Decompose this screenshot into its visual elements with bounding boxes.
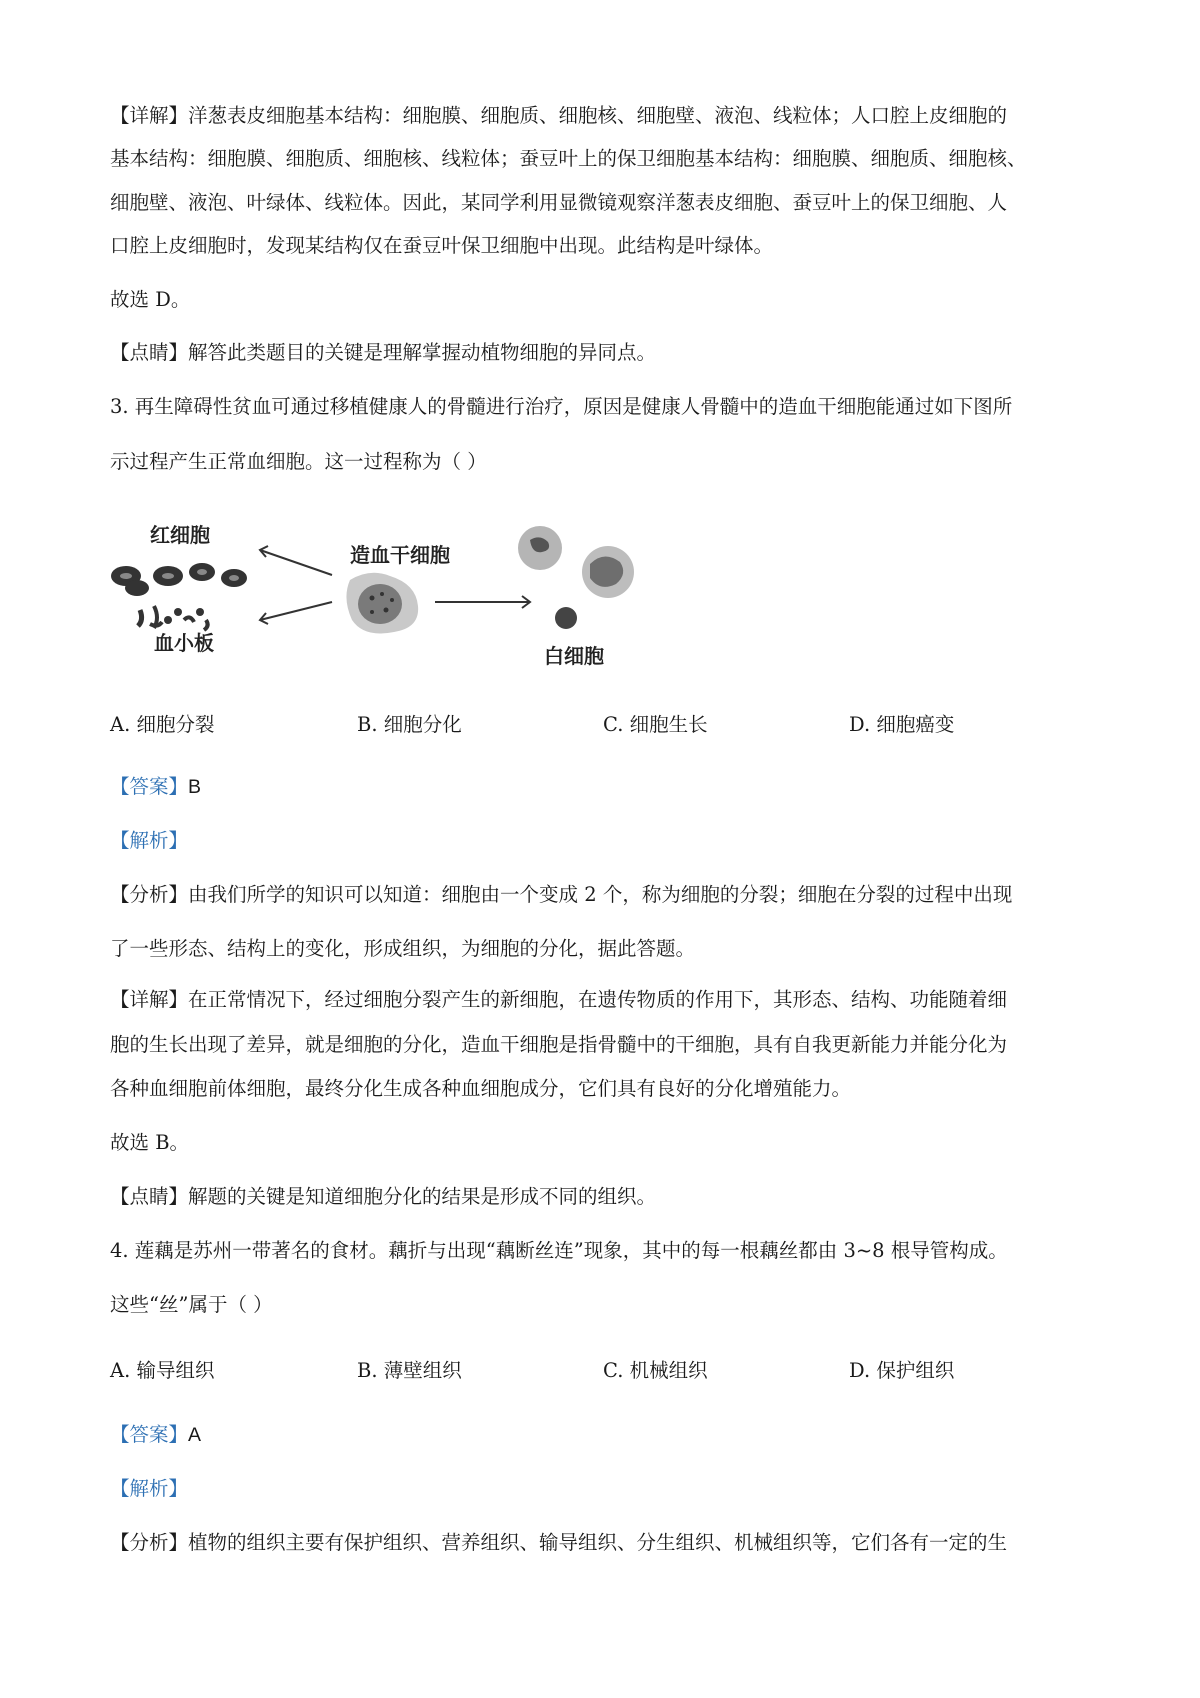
detail-line: 细胞壁、液泡、叶绿体、线粒体。因此，某同学利用显微镜观察洋葱表皮细胞、蚕豆叶上的保卫细胞、人 — [110, 191, 1008, 214]
option-d[interactable]: D. 细胞癌变 — [849, 713, 955, 736]
analysis-line: 了一些形态、结构上的变化，形成组织，为细胞的分化，据此答题。 — [110, 937, 696, 960]
analysis-line: 【分析】植物的组织主要有保护组织、营养组织、输导组织、分生组织、机械组织等，它们各有一定的生 — [110, 1531, 1008, 1554]
label-stem-cell: 造血干细胞 — [350, 543, 450, 567]
option-c[interactable]: C. 机械组织 — [603, 1359, 708, 1382]
analysis-tag: 【解析】 — [110, 1477, 189, 1500]
option-c[interactable]: C. 细胞生长 — [603, 713, 708, 736]
question-stem: 这些“丝”属于（ ） — [110, 1293, 273, 1316]
tip-tag: 【点睛】 — [110, 341, 189, 364]
answer-tag: 【答案】 — [110, 775, 189, 798]
detail-line: 各种血细胞前体细胞，最终分化生成各种血细胞成分，它们具有良好的分化增殖能力。 — [110, 1077, 852, 1100]
label-red-blood-cell: 红细胞 — [150, 523, 210, 547]
tip-tag: 【点睛】 — [110, 1185, 189, 1208]
label-platelet: 血小板 — [154, 631, 214, 655]
label-white-blood-cell: 白细胞 — [544, 644, 604, 668]
detail-tag: 【详解】 — [110, 988, 189, 1011]
detail-tag: 【详解】 — [110, 104, 189, 127]
choice-line: 故选 D。 — [110, 288, 191, 311]
stem-cell-icon — [346, 573, 418, 634]
answer-value: B — [188, 776, 202, 798]
option-a[interactable]: A. 输导组织 — [110, 1359, 215, 1382]
question-stem: 示过程产生正常血细胞。这一过程称为（ ） — [110, 450, 487, 473]
detail-line: 【详解】在正常情况下，经过细胞分裂产生的新细胞，在遗传物质的作用下，其形态、结构、功能随着细 — [110, 988, 1008, 1011]
answer-line — [110, 772, 1100, 802]
tip-line: 【点睛】解题的关键是知道细胞分化的结果是形成不同的组织。 — [110, 1185, 657, 1208]
answer-tag: 【答案】 — [110, 1423, 189, 1446]
option-b[interactable]: B. 细胞分化 — [357, 713, 462, 736]
blood-cell-differentiation-figure — [110, 520, 710, 685]
platelets-icon — [138, 606, 208, 630]
option-b[interactable]: B. 薄壁组织 — [357, 1359, 462, 1382]
question-stem: 3. 再生障碍性贫血可通过移植健康人的骨髓进行治疗，原因是健康人骨髓中的造血干细胞能通过如下图所 — [110, 395, 1013, 418]
choice-line: 故选 B。 — [110, 1131, 190, 1154]
answer-value: A — [188, 1424, 202, 1446]
detail-line: 口腔上皮细胞时，发现某结构仅在蚕豆叶保卫细胞中出现。此结构是叶绿体。 — [110, 234, 774, 257]
detail-line: 胞的生长出现了差异，就是细胞的分化，造血干细胞是指骨髓中的干细胞，具有自我更新能力并能分化为 — [110, 1033, 1008, 1056]
analysis-line: 【分析】由我们所学的知识可以知道：细胞由一个变成 2 个，称为细胞的分裂；细胞在分裂的过程中出现 — [110, 883, 1013, 906]
white-blood-cells-icon — [518, 526, 634, 629]
analysis-tag: 【解析】 — [110, 829, 189, 852]
tip-line: 【点睛】解答此类题目的关键是理解掌握动植物细胞的异同点。 — [110, 341, 657, 364]
detail-line: 【详解】洋葱表皮细胞基本结构：细胞膜、细胞质、细胞核、细胞壁、液泡、线粒体；人口腔上皮细胞的 — [110, 104, 1008, 127]
fenxi-tag: 【分析】 — [110, 883, 189, 906]
arrow-to-platelet-icon — [260, 602, 332, 620]
option-a[interactable]: A. 细胞分裂 — [110, 713, 215, 736]
option-d[interactable]: D. 保护组织 — [849, 1359, 955, 1382]
question-stem: 4. 莲藕是苏州一带著名的食材。藕折与出现“藕断丝连”现象，其中的每一根藕丝都由 3~8 根导管构成。 — [110, 1239, 1008, 1262]
arrow-to-rbc-icon — [260, 550, 332, 575]
detail-line: 基本结构：细胞膜、细胞质、细胞核、线粒体；蚕豆叶上的保卫细胞基本结构：细胞膜、细胞质、细胞核、 — [110, 147, 1027, 170]
answer-line — [110, 1420, 1100, 1450]
fenxi-tag: 【分析】 — [110, 1531, 189, 1554]
red-blood-cells-icon — [111, 563, 247, 596]
